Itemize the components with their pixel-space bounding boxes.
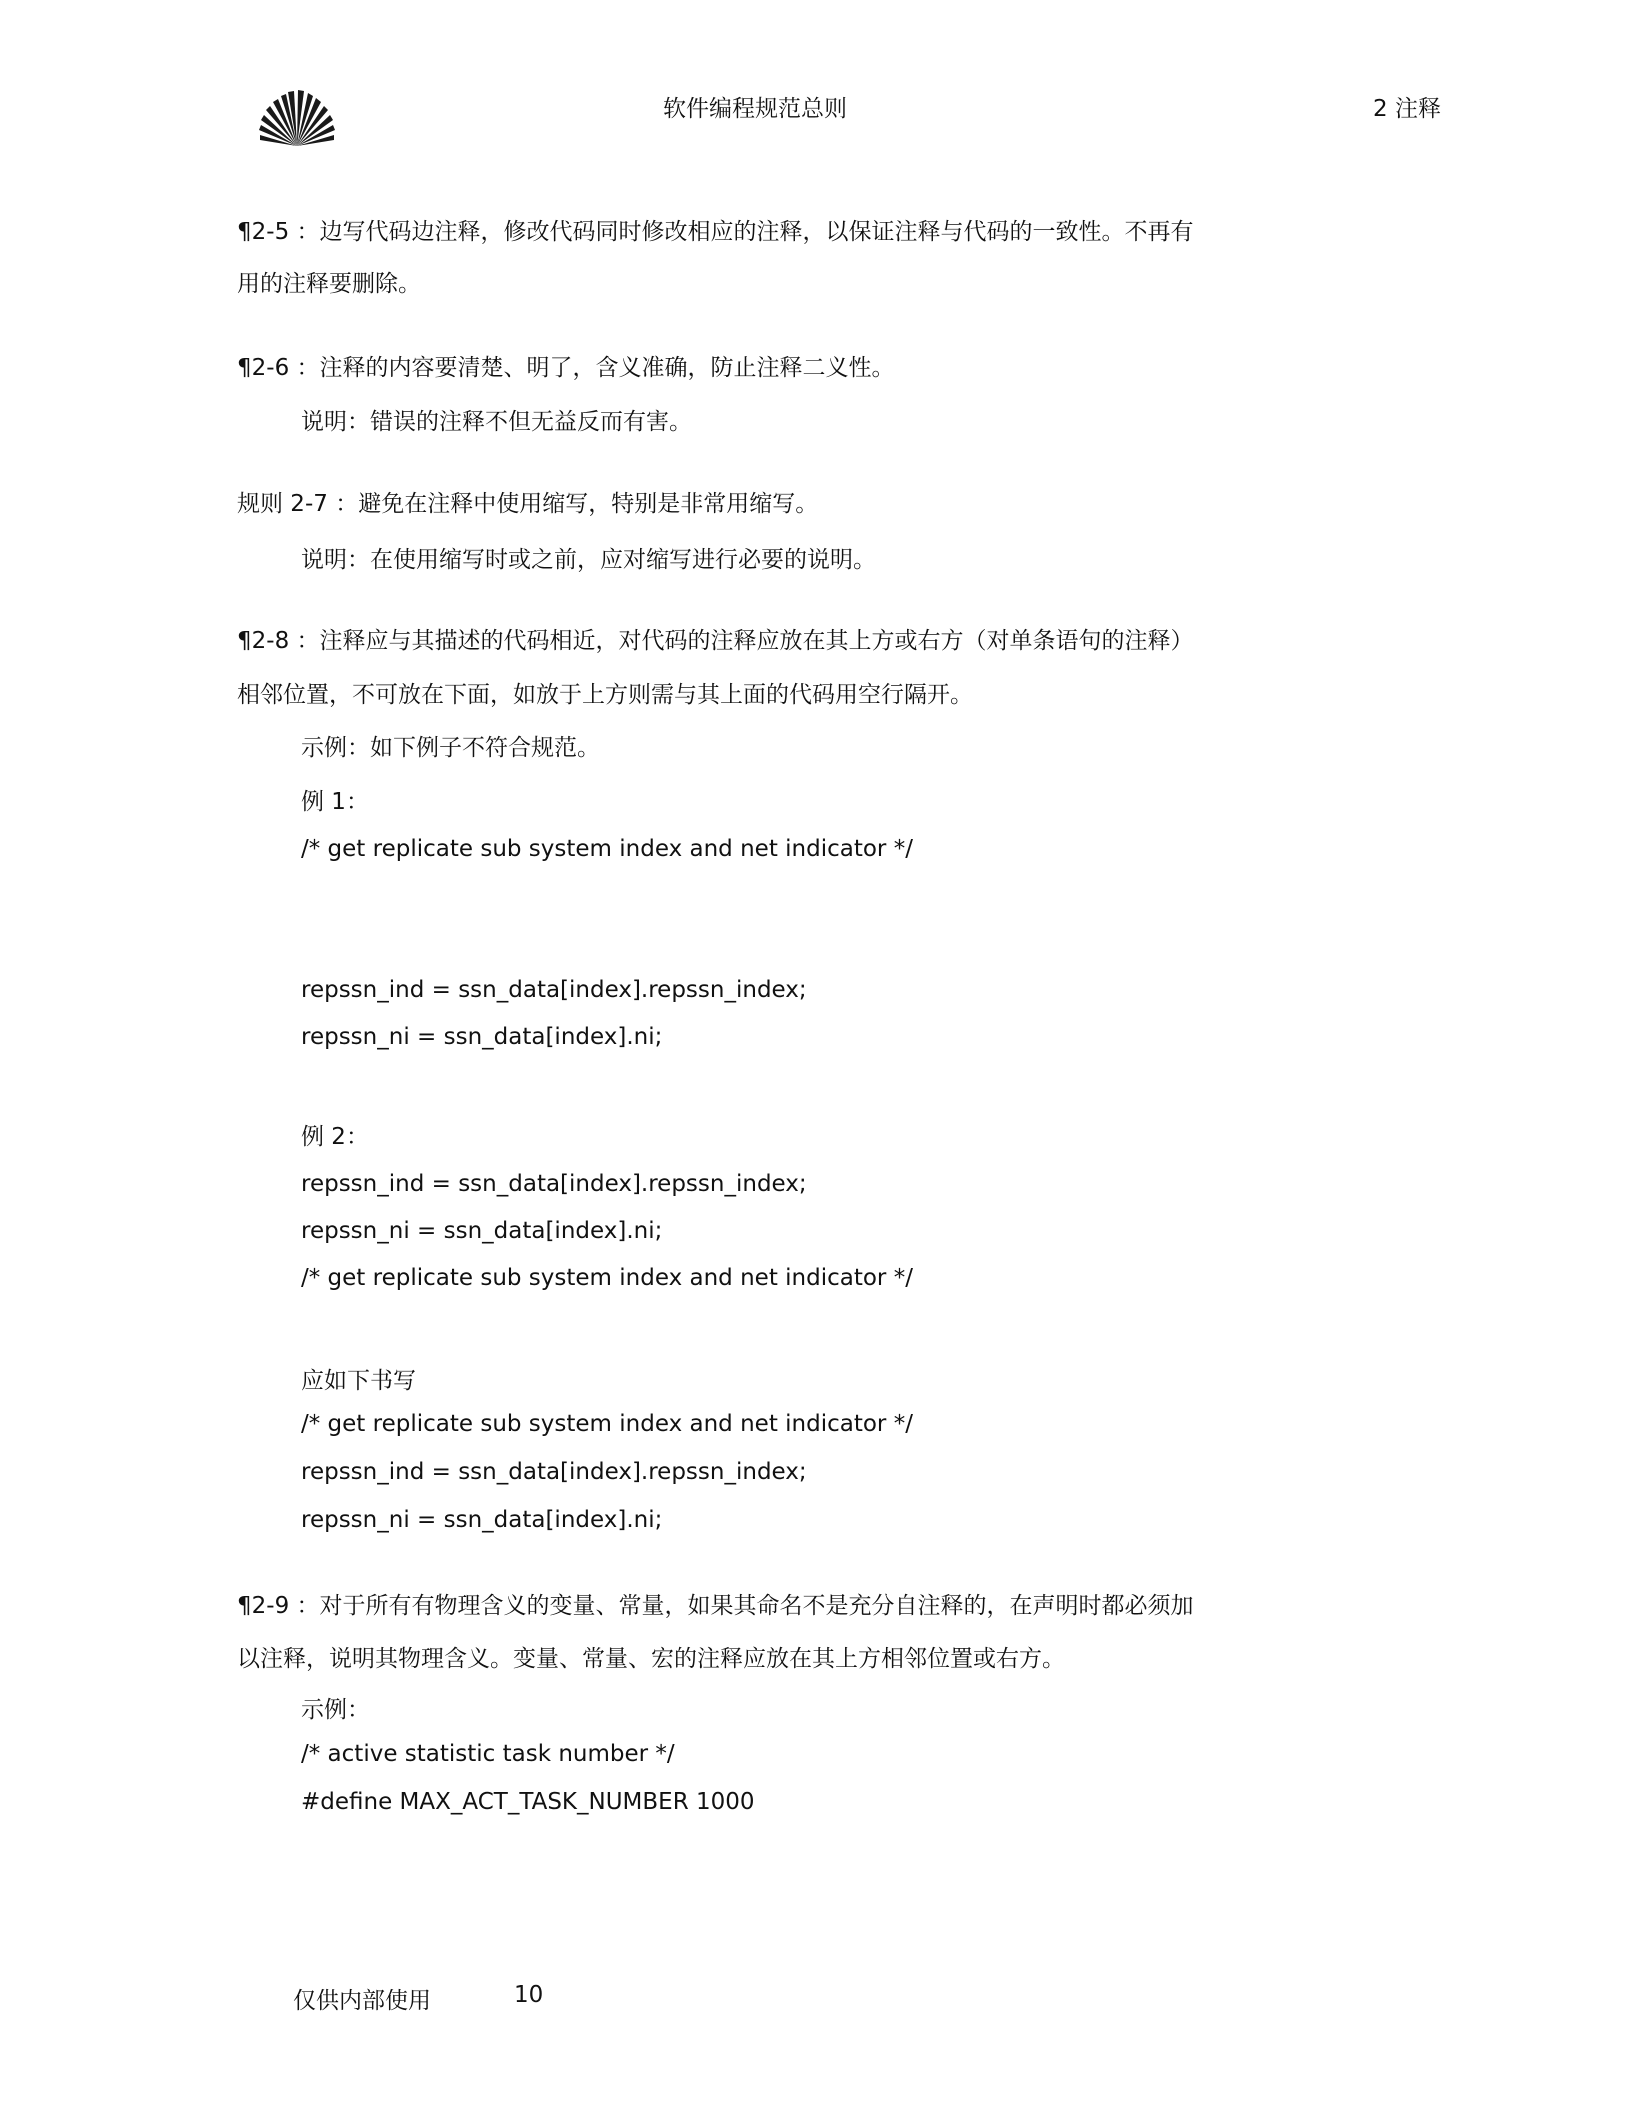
example-1-label: 例 1： xyxy=(301,789,369,815)
example-1-code-1: /* get replicate sub system index and net indicator */ xyxy=(301,836,913,862)
rule-2-6-line1: ¶2-6 ：注释的内容要清楚、明了，含义准确，防止注释二义性。 xyxy=(237,355,895,381)
rule-2-5-line2: 用的注释要删除。 xyxy=(237,271,421,297)
correct-example-code-1: /* get replicate sub system index and net indicator */ xyxy=(301,1411,913,1437)
example-2-code-1: repssn_ind = ssn_data[index].repssn_index; xyxy=(301,1171,807,1197)
example-1-code-2: repssn_ind = ssn_data[index].repssn_index; xyxy=(301,977,807,1003)
page-number: 10 xyxy=(514,1982,544,2008)
rule-2-8-line1: ¶2-8 ：注释应与其描述的代码相近，对代码的注释应放在其上方或右方（对单条语句的注释） xyxy=(237,628,1194,654)
footer-label: 仅供内部使用 xyxy=(293,1988,431,2014)
rule-2-5-line1: ¶2-5 ：边写代码边注释，修改代码同时修改相应的注释，以保证注释与代码的一致性。不再有 xyxy=(237,219,1194,245)
correct-example-code-3: repssn_ni = ssn_data[index].ni; xyxy=(301,1507,663,1533)
rule-2-8-line2: 相邻位置，不可放在下面，如放于上方则需与其上面的代码用空行隔开。 xyxy=(237,682,973,708)
rule-2-7-line1: 规则 2-7 ：避免在注释中使用缩写，特别是非常用缩写。 xyxy=(237,491,819,517)
rule-2-8-example-label: 示例：如下例子不符合规范。 xyxy=(301,735,600,761)
rule-2-7-note: 说明：在使用缩写时或之前，应对缩写进行必要的说明。 xyxy=(301,547,876,573)
correct-example-code-2: repssn_ind = ssn_data[index].repssn_index; xyxy=(301,1459,807,1485)
rule-2-9-line2: 以注释，说明其物理含义。变量、常量、宏的注释应放在其上方相邻位置或右方。 xyxy=(237,1646,1065,1672)
example-2-code-2: repssn_ni = ssn_data[index].ni; xyxy=(301,1218,663,1244)
rule-2-6-note: 说明：错误的注释不但无益反而有害。 xyxy=(301,409,692,435)
header-section: 2 注释 xyxy=(1373,96,1441,122)
example-1-code-3: repssn_ni = ssn_data[index].ni; xyxy=(301,1024,663,1050)
example-2-label: 例 2： xyxy=(301,1124,369,1150)
example-2-code-3: /* get replicate sub system index and net indicator */ xyxy=(301,1265,913,1291)
rule-2-9-example-label: 示例： xyxy=(301,1697,370,1723)
rule-2-9-line1: ¶2-9 ：对于所有有物理含义的变量、常量，如果其命名不是充分自注释的，在声明时都必须加 xyxy=(237,1593,1194,1619)
correct-example-label: 应如下书写 xyxy=(301,1368,416,1394)
rule-2-9-code-2: #define MAX_ACT_TASK_NUMBER 1000 xyxy=(301,1789,755,1815)
rule-2-9-code-1: /* active statistic task number */ xyxy=(301,1741,675,1767)
company-logo-icon xyxy=(258,88,336,148)
header-title: 软件编程规范总则 xyxy=(663,96,847,122)
